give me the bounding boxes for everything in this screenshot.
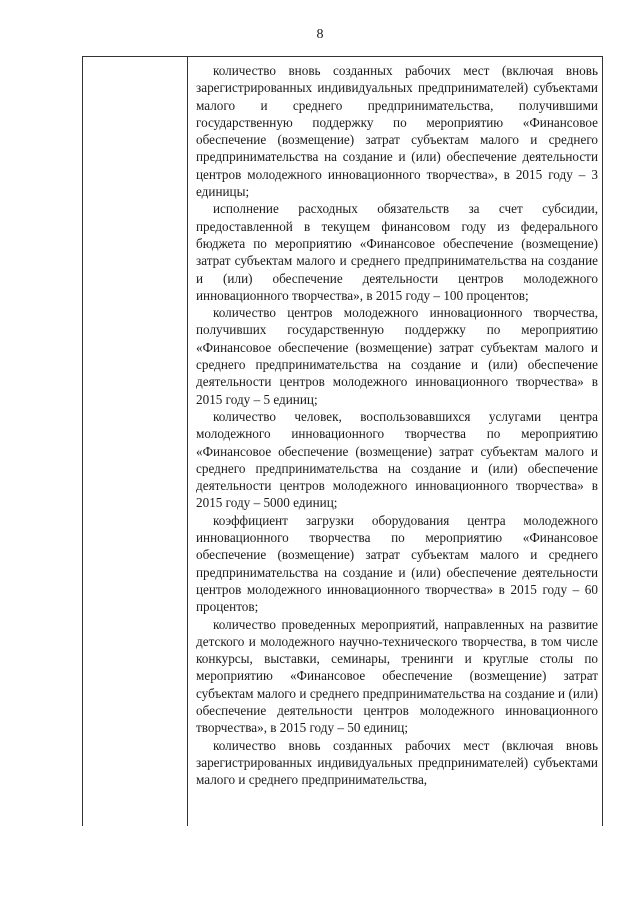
table-text-cell — [196, 62, 598, 788]
page-number: 8 — [316, 27, 324, 42]
paragraph-new-jobs: количество вновь созданных рабочих мест (включая вновь зарегистрированных индивидуальных предпринимателей) субъектами малого и среднего предпринимательства, получившими государственную поддержку по мероприятию «Финансовое обеспечение (возмещение) затрат субъектам малого и среднего предпринимательства на создание и (или) обеспечение деятельности центров молодежного инновационного творчества», в 2015 году – 3 единицы; — [196, 63, 598, 200]
paragraph-new-jobs-continued: количество вновь созданных рабочих мест (включая вновь зарегистрированных индивидуальных предпринимателей) субъектами малого и среднего предпринимательства, — [196, 737, 598, 788]
paragraph-centers-count: количество центров молодежного инновационного творчества, получивших государственную поддержку по мероприятию «Финансовое обеспечение (возмещение) затрат субъектам малого и среднего предпринимательства на создание и (или) обеспечение деятельности центров молодежного инновационного творчества» в 2015 году – 5 единиц; — [196, 305, 598, 407]
document-table — [82, 56, 603, 826]
column-divider — [187, 57, 188, 826]
paragraph-subsidy-execution: исполнение расходных обязательств за счет субсидии, предоставленной в текущем финансовом году из федерального бюджета по мероприятию «Финансовое обеспечение (возмещение) затрат субъектам малого и среднего предпринимательства на создание и (или) обеспечение деятельности центров молодежного инновационного творчества», в 2015 году – 100 процентов; — [196, 201, 598, 303]
paragraph-equipment-load: коэффициент загрузки оборудования центра молодежного инновационного творчества по мероприятию «Финансовое обеспечение (возмещение) затрат субъектам малого и среднего предпринимательства на создание и (или) обеспечение деятельности центров молодежного инновационного творчества» в 2015 году – 60 процентов; — [196, 512, 598, 615]
paragraph-events-count: количество проведенных мероприятий, направленных на развитие детского и молодежного научно-технического творчества, в том числе конкурсы, выставки, семинары, тренинги и круглые столы по мероприятию «Финансовое обеспечение (возмещение) затрат субъектам малого и среднего предпринимательства на создание и (или) обеспечение деятельности центров молодежного инновационного творчества», в 2015 году – 50 единиц; — [196, 616, 598, 736]
paragraph-people-count: количество человек, воспользовавшихся услугами центра молодежного инновационного творчества по мероприятию «Финансовое обеспечение (возмещение) затрат субъектам малого и среднего предпринимательства на создание и (или) обеспечение деятельности центров молодежного инновационного творчества» в 2015 году – 5000 единиц; — [196, 408, 598, 511]
